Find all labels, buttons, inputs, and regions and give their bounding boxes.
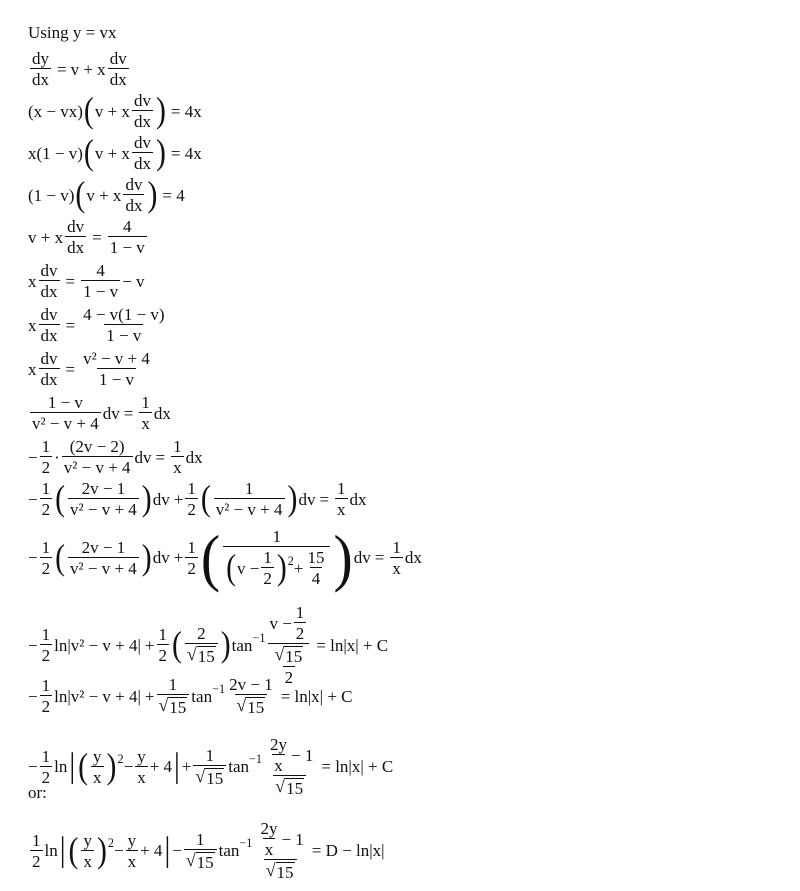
intro-line — [28, 24, 116, 41]
equation-16: $\frac{1}{2}$ ln | ( $\frac{y}{x}$ ) 2 − $\frac{y}{x}$ + 4 | − 1 √ 15 tan −1 $\frac{2y}{x}$ − 1 √ 15 = D − ln|x| — [32, 819, 385, 882]
equation-6: x $\frac{dv}{dx}$ = $\frac{4}{1 - v}$ − v — [28, 261, 145, 301]
intro-text: Using y = vx — [28, 23, 117, 42]
equation-2: (x − vx) ( v + x $\frac{dv}{dx}$ ) = 4x — [28, 90, 202, 131]
equation-4: (1 − v) ( v + x $\frac{dv}{dx}$ ) = 4 — [28, 174, 185, 215]
equation-14: − $\frac{1}{2}$ ln |v² − v + 4| + 1 √ 15 tan −1 2v − 1 √ 15 = ln|x| + C — [28, 675, 353, 717]
equation-15: − $\frac{1}{2}$ ln | ( $\frac{y}{x}$ ) 2 − $\frac{y}{x}$ + 4 | + 1 √ 15 tan −1 $\frac{2y}{x}$ − 1 √ 15 = ln|x| + C — [28, 735, 394, 798]
equation-3: x(1 − v) ( v + x $\frac{dv}{dx}$ ) = 4x — [28, 132, 202, 173]
dv-dx-frac: $\frac{dv}{dx}$ — [109, 49, 127, 89]
equation-1: $\frac{dy}{dx}$ = v + x $\frac{dv}{dx}$ — [32, 49, 127, 89]
equation-10: − $\frac{1}{2}$ · $\frac{(2v - 2)}{\text{v² − v + 4}}$ dv = $\frac{1}{x}$ dx — [28, 437, 203, 477]
equation-9: $\frac{1 - v}{\text{v² − v + 4}}$ dv = $\frac{1}{x}$ dx — [32, 393, 171, 433]
dy-dx-frac: $\frac{dy}{dx}$ — [32, 49, 49, 89]
or-line: or: — [28, 783, 47, 802]
equation-7: x $\frac{dv}{dx}$ = $\frac{4 - v(1 - v)}{1 - v}$ — [28, 305, 165, 345]
equation-12: − $\frac{1}{2}$ ( $\frac{2v - 1}{\text{v² − v + 4}}$ ) dv + $\frac{1}{2}$ ( 1 ( v − $\frac{1}{2}$ ) 2 + $\frac{15}{4}$ ) dv = $\frac{1}{x}$ dx — [28, 521, 422, 593]
equation-13: − $\frac{1}{2}$ ln |v² − v + 4| + $\frac{1}{2}$ ( 2 √ 15 ) tan −1 v − $\frac{1}{2}$ √ 15 2 = ln|x| + C — [28, 603, 389, 687]
equation-8: x $\frac{dv}{dx}$ = $\frac{\text{v² − v + 4}}{1 - v}$ — [28, 349, 150, 389]
equation-5: v + x $\frac{dv}{dx}$ = $\frac{4}{1 - v}$ — [28, 217, 145, 257]
equation-11: − $\frac{1}{2}$ ( $\frac{2v - 1}{\text{v² − v + 4}}$ ) dv + $\frac{1}{2}$ ( $\frac{1}{\text{v² − v + 4}}$ ) dv = $\frac{1}{x}$ dx — [28, 478, 367, 519]
